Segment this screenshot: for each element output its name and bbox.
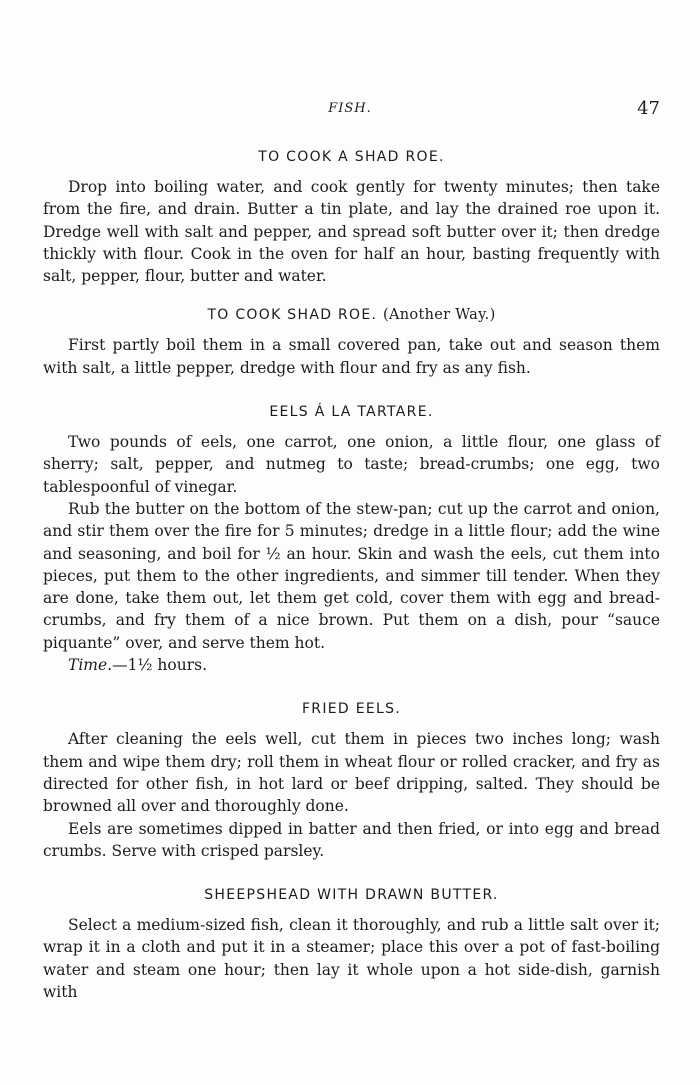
section-sheepshead xyxy=(43,884,660,1003)
time-label: Time. xyxy=(68,656,113,675)
paragraph: Rub the butter on the bottom of the stew-pan; cut up the carrot and onion, and stir them over the fire for 5 minutes; dredge in a little flour; add the wine and seasoning, and boil for ½ an hour. Skin and wash the eels, cut them into pieces, put them to the other ingredients, and simmer till tender. When they are done, take them out, let them get cold, cover them with egg and bread-crumbs, and fry them of a nice brown. Put them on a dish, pour “sauce piquante” over, and serve them hot. xyxy=(43,499,660,652)
paragraph: Select a medium-sized fish, clean it thoroughly, and rub a little salt over it; wrap it in a cloth and put it in a steamer; place this over a pot of fast-boiling water and steam one hour; then lay it whole upon a hot side-dish, garnish with xyxy=(43,916,660,1002)
section-shad-roe xyxy=(43,146,660,287)
section-title: TO COOK SHAD ROE. xyxy=(207,307,378,324)
page-number: 47 xyxy=(637,98,660,119)
section-title: SHEEPSHEAD WITH DRAWN BUTTER. xyxy=(204,887,499,904)
page-header xyxy=(0,98,700,125)
paragraph: Eels are sometimes dipped in batter and then fried, or into egg and bread crumbs. Serve with crisped parsley. xyxy=(43,819,660,860)
paragraph: Two pounds of eels, one carrot, one onion, a little flour, one glass of sherry; salt, pepper, and nutmeg to taste; bread-crumbs; one egg, two tablespoonful of vinegar. xyxy=(43,433,660,496)
time-value: —1½ hours. xyxy=(112,656,207,675)
section-fried-eels xyxy=(43,698,660,862)
section-shad-roe-another-way xyxy=(43,304,660,379)
section-title: FRIED EELS. xyxy=(301,701,402,718)
section-title: TO COOK A SHAD ROE. xyxy=(258,149,445,165)
section-title-note: (Another Way.) xyxy=(383,307,496,324)
section-eels-tartare xyxy=(43,401,660,676)
paragraph: First partly boil them in a small covered pan, take out and season them with salt, a little pepper, dredge with flour and fry as any fish. xyxy=(43,336,660,377)
running-head: FISH. xyxy=(328,101,372,116)
time-line xyxy=(43,654,660,676)
paragraph: After cleaning the eels well, cut them in pieces two inches long; wash them and wipe them dry; roll them in wheat flour or rolled cracker, and fry as directed for other fish, in hot lard or beef dripping, salted. They should be browned all over and thoroughly done. xyxy=(43,730,660,816)
paragraph: Drop into boiling water, and cook gently for twenty minutes; then take from the fire, and drain. Butter a tin plate, and lay the drained roe upon it. Dredge well with salt and pepper, and spread soft butter over it; then dredge thickly with flour. Cook in the oven for half an hour, basting frequently with salt, pepper, flour, butter and water. xyxy=(43,178,660,286)
page-content xyxy=(43,146,660,1003)
section-title: EELS Á LA TARTARE. xyxy=(269,404,434,421)
section-title-line xyxy=(43,304,660,326)
